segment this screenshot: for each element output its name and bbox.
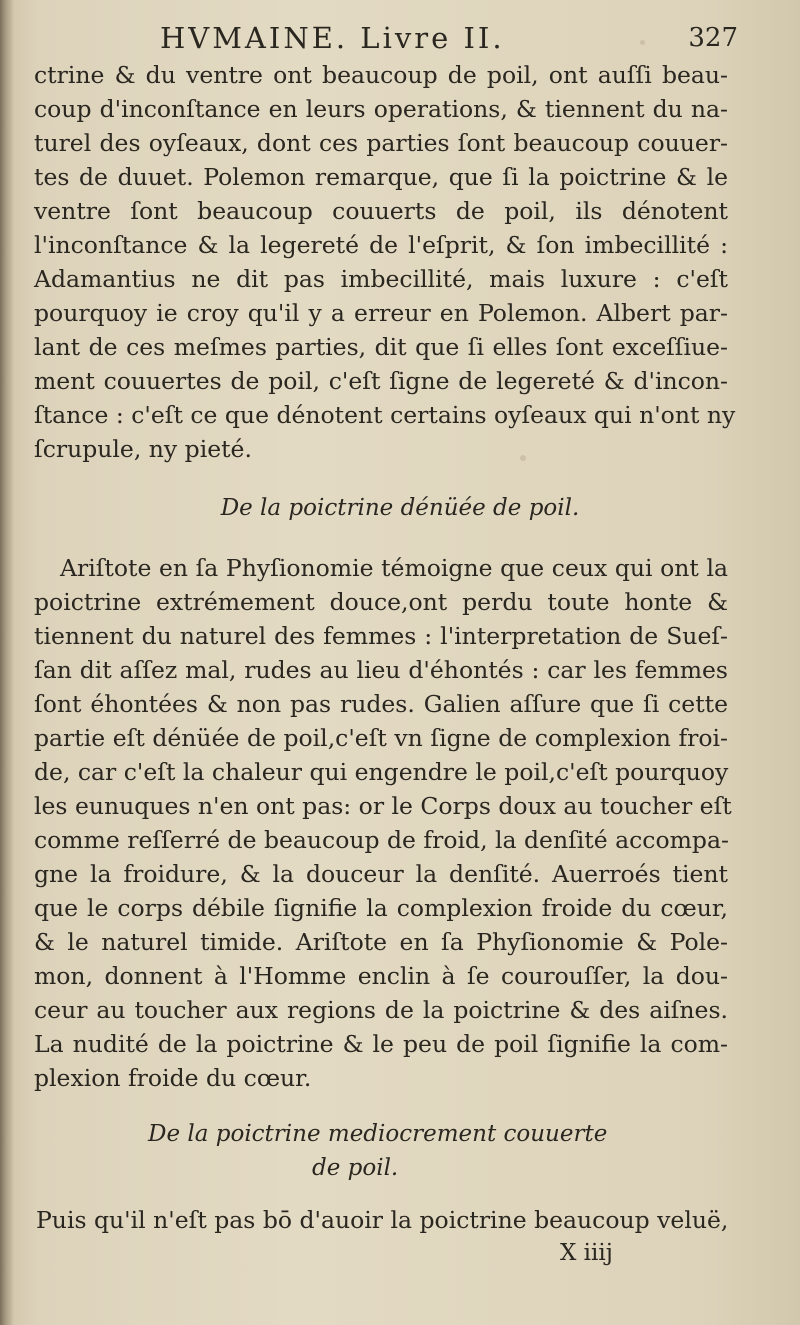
text-line: l'inconſtance & la legereté de l'eſprit, & ſon imbecillité : (34, 231, 728, 259)
text-line: ceur au toucher aux regions de la poictrine & des aiſnes. (34, 996, 728, 1024)
text-line: ventre ſont beaucoup couuerts de poil, ils dénotent (34, 197, 728, 225)
text-line: de, car c'eſt la chaleur qui engendre le poil,c'eſt pourquoy (34, 758, 729, 786)
foxing-spot (640, 40, 645, 45)
foxing-spot (520, 455, 526, 461)
page-gutter (0, 0, 14, 1325)
text-line: gne la froidure, & la douceur la denſité. Auerroés tient (34, 860, 728, 888)
text-line: partie eſt dénüée de poil,c'eſt vn ſigne de complexion froi- (34, 724, 728, 752)
text-line: ſcrupule, ny pieté. (34, 435, 252, 463)
text-line: ctrine & du ventre ont beaucoup de poil, ont auſſi beau- (34, 61, 728, 89)
text-line: pourquoy ie croy qu'il y a erreur en Polemon. Albert par- (34, 299, 728, 327)
text-line: turel des oyſeaux, dont ces parties ſont beaucoup couuer- (34, 129, 728, 157)
text-line: lant de ces meſmes parties, dit que ſi elles ſont exceſſiue- (34, 333, 728, 361)
text-line: mon, donnent à l'Homme enclin à ſe courouſſer, la dou- (34, 962, 728, 990)
text-line: ment couuertes de poil, c'eſt ſigne de legereté & d'incon- (34, 367, 728, 395)
signature-mark: X iiij (560, 1240, 613, 1266)
text-line: poictrine extrémement douce,ont perdu toute honte & (34, 588, 728, 616)
text-line: La nudité de la poictrine & le peu de poil ſignifie la com- (34, 1030, 728, 1058)
page-number: 327 (688, 23, 738, 53)
section-heading-continuation: de poil. (312, 1155, 399, 1181)
text-line: Adamantius ne dit pas imbecillité, mais luxure : c'eſt (34, 265, 728, 293)
running-head: HVMAINE. Livre II. (160, 21, 505, 55)
text-line: tiennent du naturel des femmes : l'interpretation de Sueſ- (34, 622, 728, 650)
section-heading: De la poictrine dénüée de poil. (220, 495, 580, 521)
text-line: ſtance : c'eſt ce que dénotent certains oyſeaux qui n'ont ny (34, 401, 736, 429)
text-line: Puis qu'il n'eſt pas bō d'auoir la poictrine beaucoup veluë, (36, 1206, 729, 1234)
text-line: coup d'inconſtance en leurs operations, & tiennent du na- (34, 95, 728, 123)
section-heading: De la poictrine mediocrement couuerte (148, 1121, 608, 1147)
text-line: ſan dit aſſez mal, rudes au lieu d'éhontés : car les femmes (34, 656, 728, 684)
page-header (160, 18, 738, 58)
text-line: plexion froide du cœur. (34, 1064, 312, 1092)
text-line: ſont éhontées & non pas rudes. Galien aſſure que ſi cette (34, 690, 728, 718)
text-line: comme reſſerré de beaucoup de froid, la denſité accompa- (34, 826, 729, 854)
text-line: que le corps débile ſignifie la complexion froide du cœur, (34, 894, 728, 922)
text-line: les eunuques n'en ont pas: or le Corps doux au toucher eſt (34, 792, 732, 820)
text-line: tes de duuet. Polemon remarque, que ſi la poictrine & le (34, 163, 728, 191)
text-line: & le naturel timide. Ariſtote en ſa Phyſionomie & Pole- (34, 928, 728, 956)
text-line: Ariſtote en ſa Phyſionomie témoigne que ceux qui ont la (60, 554, 728, 582)
